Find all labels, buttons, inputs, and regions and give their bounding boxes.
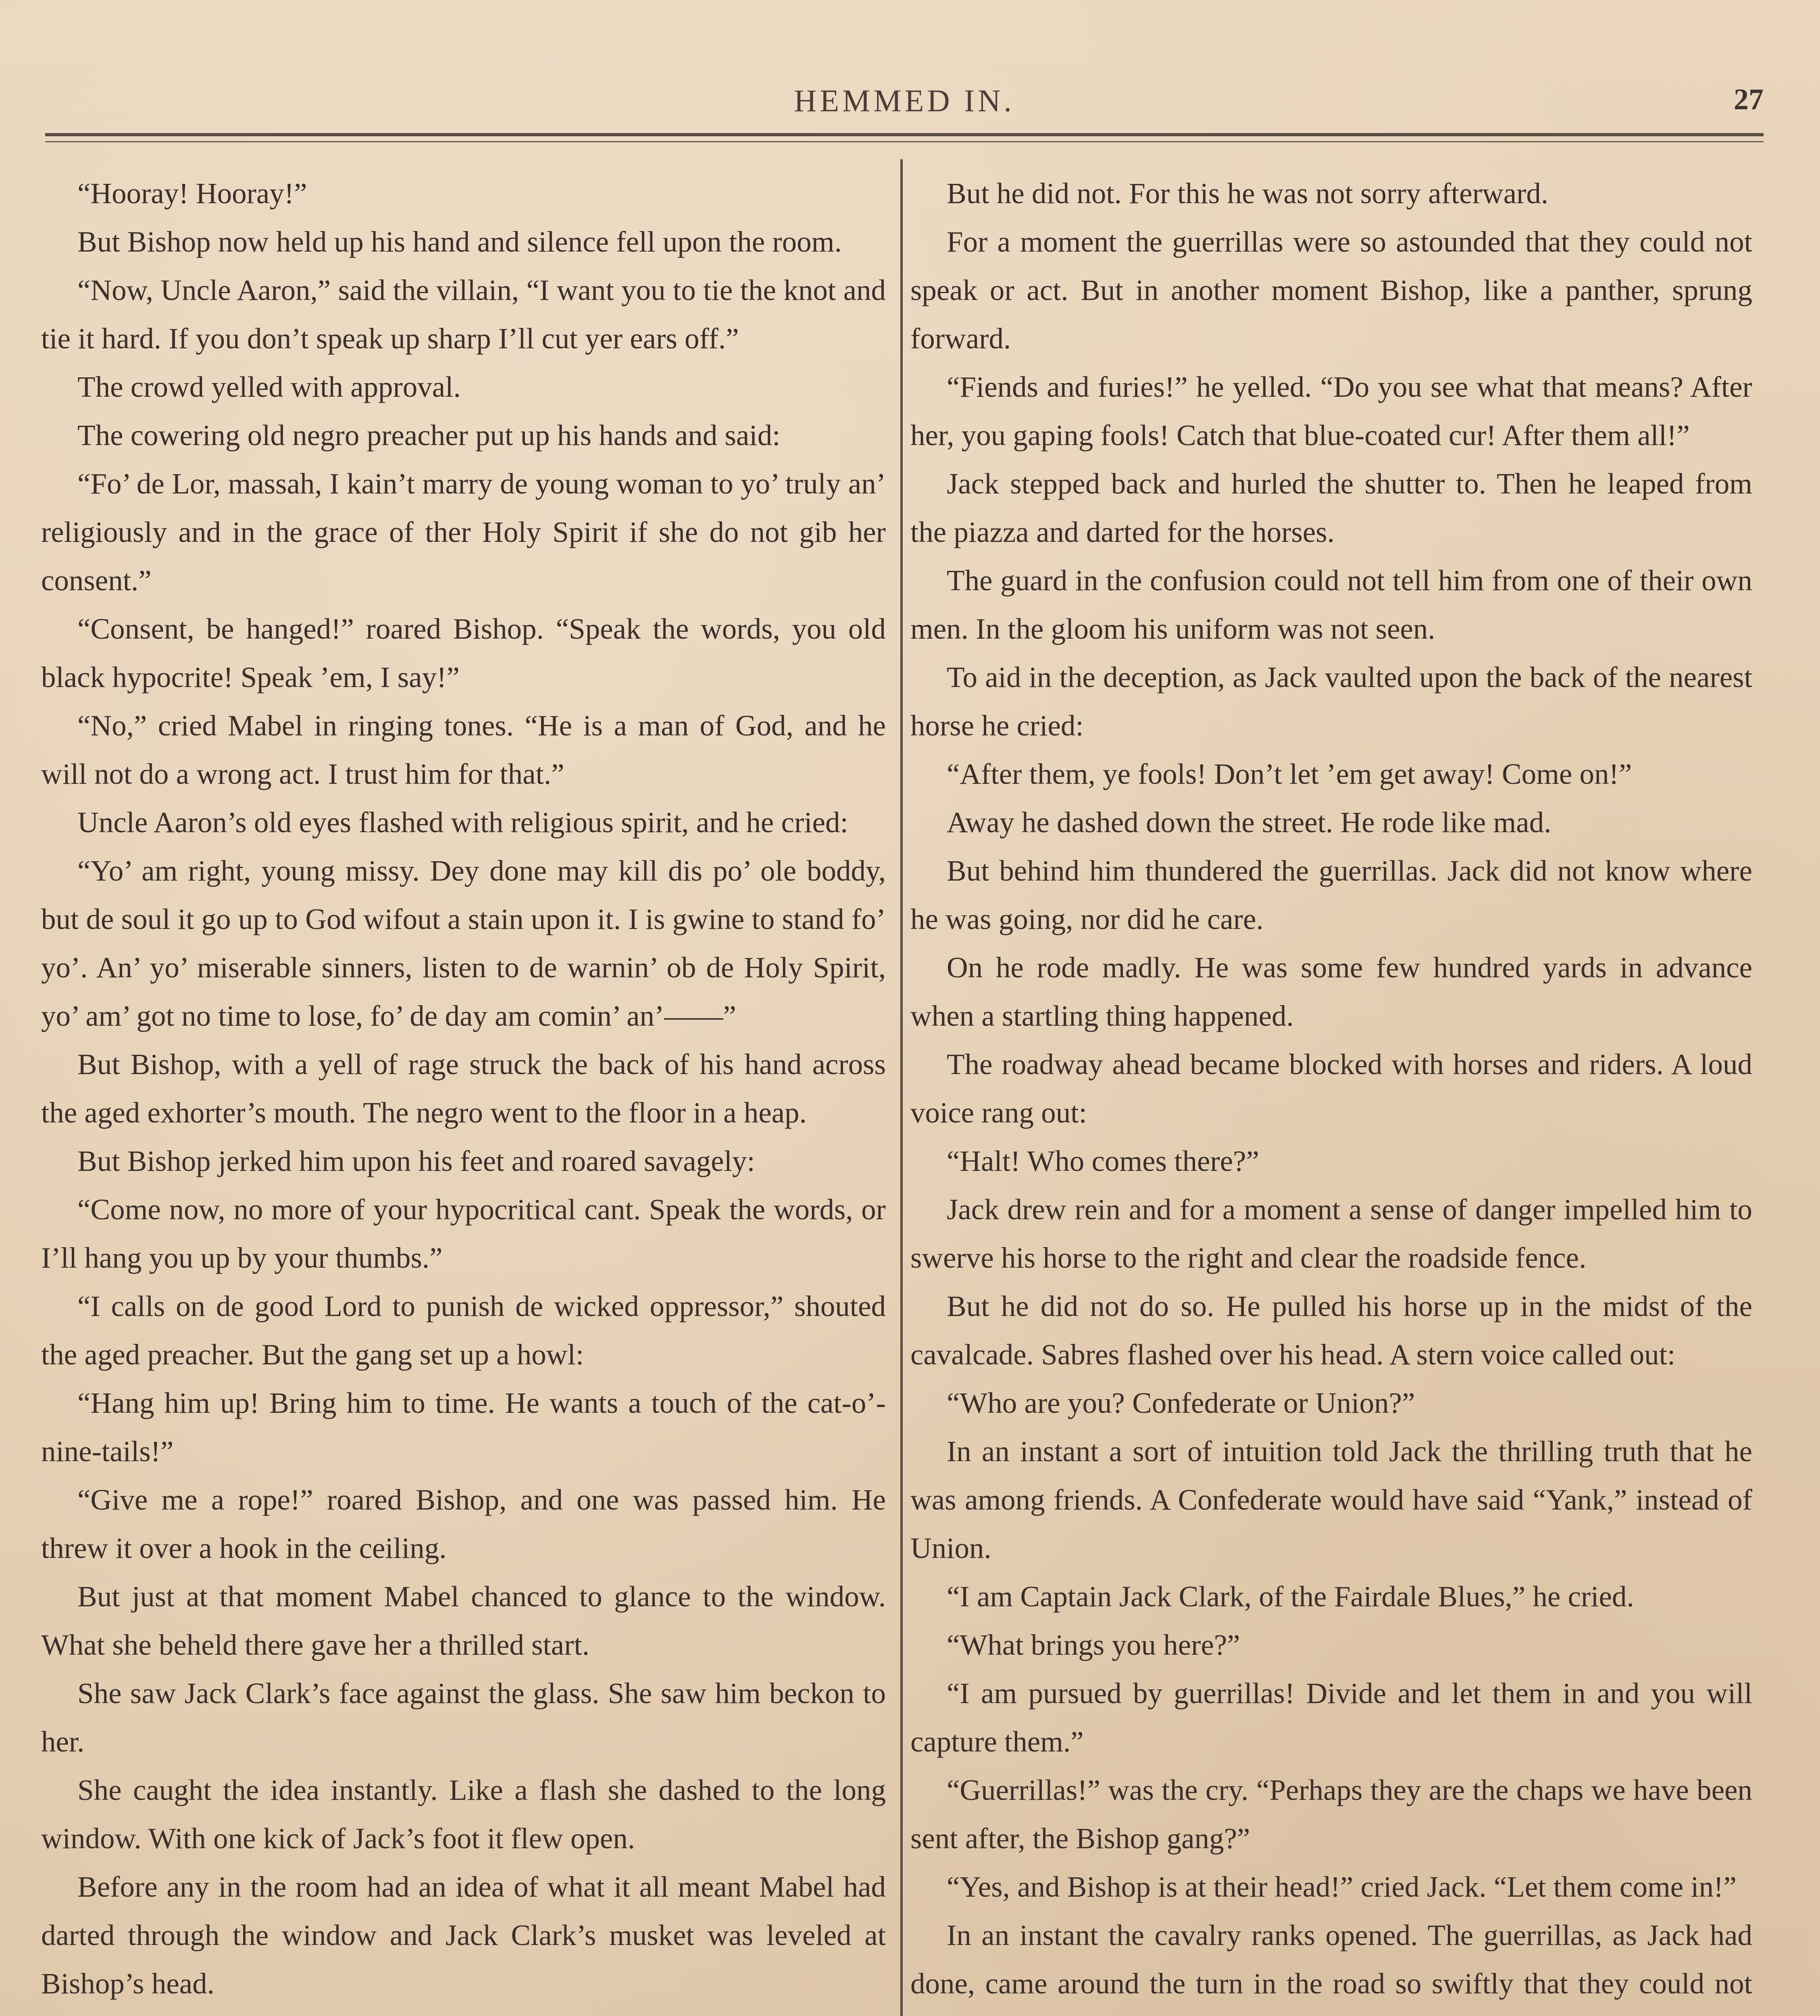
paragraph: But Bishop jerked him upon his feet and roared savagely:	[77, 1145, 755, 1177]
paragraph: Uncle Aaron’s old eyes flashed with religious spirit, and he cried:	[77, 806, 848, 839]
paragraph: “Yes, and Bishop is at their head!” cried Jack. “Let them come in!”	[947, 1870, 1737, 1903]
paragraph: “Fiends and furies!” he yelled. “Do you see what that means? After her, you gaping fools! Catch that blue-coated cur! After them all!”	[910, 371, 1752, 452]
paragraph: The crowd yelled with approval.	[77, 371, 461, 403]
paragraph: “I am pursued by guerrillas! Divide and let them in and you will capture them.”	[910, 1677, 1752, 1758]
paragraph	[41, 2008, 886, 2016]
paragraph: But he did not. For this he was not sorry afterward.	[947, 177, 1549, 210]
paragraph: “I calls on de good Lord to punish de wicked oppressor,” shouted the aged preacher. But the gang set up a howl:	[41, 1290, 886, 1371]
paragraph: “Who are you? Confederate or Union?”	[947, 1387, 1415, 1419]
paragraph: In an instant the cavalry ranks opened. The guerrillas, as Jack had done, came around the turn in the road so swiftly that they could not	[910, 1919, 1752, 2000]
paragraph: “Guerrillas!” was the cry. “Perhaps they are the chaps we have been sent after, the Bishop gang?”	[910, 1774, 1752, 1855]
right-column	[910, 169, 1752, 2016]
paragraph: The roadway ahead became blocked with horses and riders. A loud voice rang out:	[910, 1048, 1752, 1129]
paragraph: “Give me a rope!” roared Bishop, and one was passed him. He threw it over a hook in the ceiling.	[41, 1483, 886, 1564]
paragraph: “Now, Uncle Aaron,” said the villain, “I want you to tie the knot and tie it hard. If you don’t speak up sharp I’ll cut yer ears off.”	[41, 274, 886, 355]
paragraph: The cowering old negro preacher put up his hands and said:	[77, 419, 781, 452]
left-column	[41, 169, 886, 2016]
header-rule-thin	[45, 141, 1764, 142]
page-number: 27	[1734, 83, 1764, 116]
paragraph: “Yo’ am right, young missy. Dey done may kill dis po’ ole boddy, but de soul it go up to God wifout a stain upon it. I is gwine to stand fo’ yo’. An’ yo’ miserable sinners, listen to de warnin’ ob de Holy Spirit, yo’ am’ got no time to lose, fo’ de day am comin’ an’——”	[41, 854, 886, 1032]
paragraph: Jack drew rein and for a moment a sense of danger impelled him to swerve his horse to the right and clear the roadside fence.	[910, 1193, 1752, 1274]
running-title: HEMMED IN.	[794, 83, 1015, 118]
paragraph: Jack stepped back and hurled the shutter to. Then he leaped from the piazza and darted for the horses.	[910, 467, 1752, 548]
paragraph: She caught the idea instantly. Like a flash she dashed to the long window. With one kick of Jack’s foot it flew open.	[41, 1774, 886, 1855]
paragraph: “After them, ye fools! Don’t let ’em get away! Come on!”	[947, 758, 1632, 790]
paragraph: For a moment the guerrillas were so astounded that they could not speak or act. But in another moment Bishop, like a panther, sprung forward.	[910, 225, 1752, 355]
paragraph: But just at that moment Mabel chanced to glance to the window. What she beheld there gave her a thrilled start.	[41, 1580, 886, 1661]
paragraph: Before any in the room had an idea of what it all meant Mabel had darted through the window and Jack Clark’s musket was leveled at Bishop’s head.	[41, 1870, 886, 2000]
paragraph: “Hooray! Hooray!”	[77, 177, 307, 210]
paragraph: “Fo’ de Lor, massah, I kain’t marry de young woman to yo’ truly an’ religiously and in the grace of ther Holy Spirit if she do not gib her consent.”	[41, 467, 886, 597]
paragraph: In an instant a sort of intuition told Jack the thrilling truth that he was among friends. A Confederate would have said “Yank,” instead of Union.	[910, 1435, 1752, 1564]
paragraph: Away he dashed down the street. He rode like mad.	[947, 806, 1551, 839]
paragraph: But behind him thundered the guerrillas. Jack did not know where he was going, nor did he care.	[910, 854, 1752, 935]
paragraph: But he did not do so. He pulled his horse up in the midst of the cavalcade. Sabres flashed over his head. A stern voice called out:	[910, 1290, 1752, 1371]
paragraph: The guard in the confusion could not tell him from one of their own men. In the gloom his uniform was not seen.	[910, 564, 1752, 645]
paragraph: “I am Captain Jack Clark, of the Fairdale Blues,” he cried.	[947, 1580, 1634, 1613]
header-rule-thick	[45, 133, 1764, 136]
paragraph: “What brings you here?”	[947, 1629, 1240, 1661]
paragraph: She saw Jack Clark’s face against the glass. She saw him beckon to her.	[41, 1677, 886, 1758]
paragraph: “Consent, be hanged!” roared Bishop. “Speak the words, you old black hypocrite! Speak ’em, I say!”	[41, 612, 886, 694]
paragraph: “No,” cried Mabel in ringing tones. “He is a man of God, and he will not do a wrong act. I trust him for that.”	[41, 709, 886, 790]
paragraph: But Bishop now held up his hand and silence fell upon the room.	[77, 225, 842, 258]
paragraph: “Halt! Who comes there?”	[947, 1145, 1259, 1177]
paragraph: “Hang him up! Bring him to time. He wants a touch of the cat-o’-nine-tails!”	[41, 1387, 886, 1468]
column-divider	[900, 159, 903, 2016]
paragraph: To aid in the deception, as Jack vaulted upon the back of the nearest horse he cried:	[910, 661, 1752, 742]
page-header	[45, 83, 1764, 131]
paragraph: On he rode madly. He was some few hundred yards in advance when a startling thing happened.	[910, 951, 1752, 1032]
paragraph: But Bishop, with a yell of rage struck the back of his hand across the aged exhorter’s mouth. The negro went to the floor in a heap.	[41, 1048, 886, 1129]
paragraph: “Come now, no more of your hypocritical cant. Speak the words, or I’ll hang you up by your thumbs.”	[41, 1193, 886, 1274]
